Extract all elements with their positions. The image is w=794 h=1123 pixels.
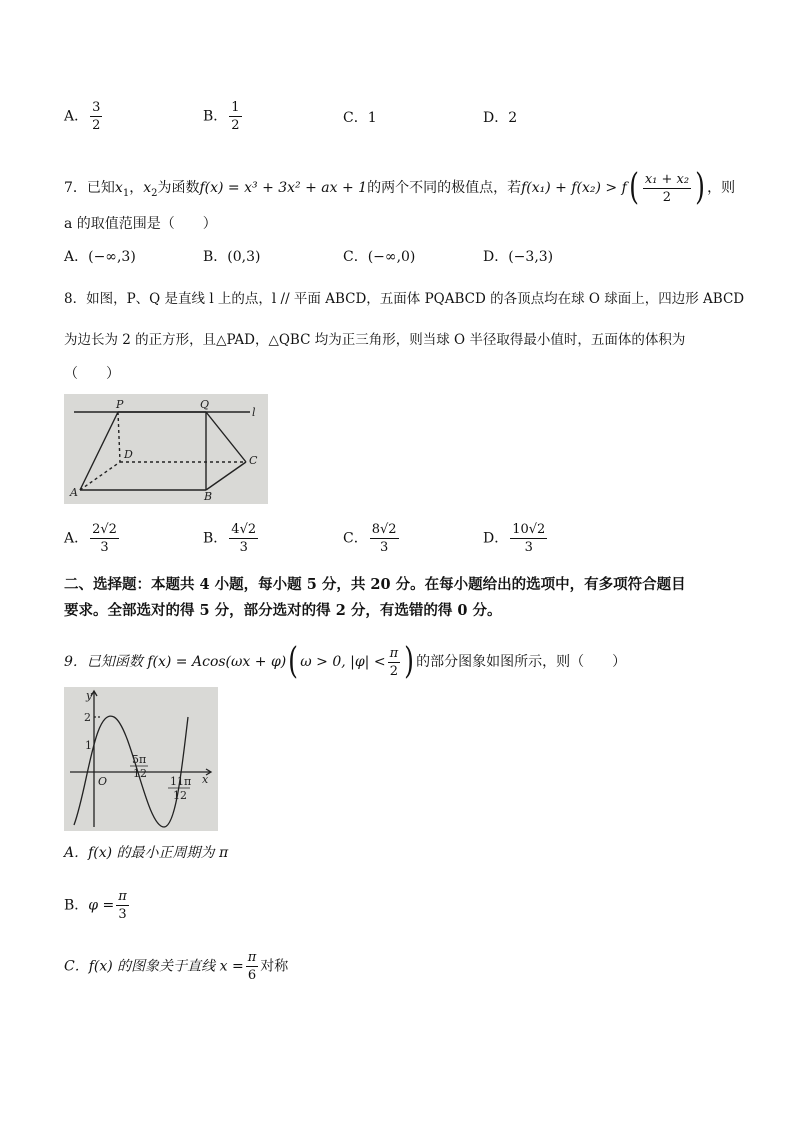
tick-1: 1	[85, 739, 92, 752]
q6-option-b: B． $\frac{1}{2}$	[203, 100, 240, 133]
edge-BC	[206, 462, 246, 490]
q7-option-c: C．(−∞,0)	[343, 249, 416, 265]
q8-option-c: C． $\frac{8√2}{3}$	[343, 522, 397, 555]
label-P: P	[116, 398, 124, 411]
edge-PD	[118, 412, 120, 462]
label-l: l	[252, 406, 256, 419]
tick-5pi-den: 12	[133, 767, 147, 780]
q8-option-b: B． $\frac{4√2}{3}$	[203, 522, 257, 555]
label-Q: Q	[200, 398, 210, 411]
q8-line2: 为边长为 2 的正方形，且△PAD，△QBC 均为正三角形，则当球 O 半径取得最小值时，五面体的体积为	[64, 332, 686, 348]
q8-option-d: D． $\frac{10√2}{3}$	[483, 522, 546, 555]
edge-AD	[80, 462, 120, 490]
label-A: A	[70, 486, 78, 499]
label-B: B	[204, 490, 213, 503]
q7-option-d: D．(−3,3)	[483, 249, 554, 265]
q6-option-d: D．2	[483, 110, 518, 126]
origin-label: O	[98, 775, 108, 788]
tick-11pi-num: 11π	[170, 775, 192, 788]
q9-graph	[64, 687, 218, 831]
edge-PA	[80, 412, 118, 490]
tick-5pi-num: 5π	[132, 753, 147, 766]
q6-option-c: C．1	[343, 110, 377, 126]
edge-QC	[206, 412, 246, 462]
q7-stem: 7．已知$x_1$，$x_2$为函数f(x) = x³ + 3x² + ax + 1的两个不同的极值点，若f(x₁) + f(x₂) > f( $\frac{\text{x₁ + x₂}}{2}$ ) ，则	[64, 167, 736, 208]
x-axis-label: x	[202, 773, 209, 786]
q7-option-a: A．(−∞,3)	[64, 249, 136, 265]
q8-line3: （ ）	[64, 366, 120, 382]
section2-line1: 二、选择题：本题共 4 小题，每小题 5 分，共 20 分。在每小题给出的选项中，有多项符合题目	[64, 576, 686, 593]
q8-figure	[64, 394, 268, 504]
q9-option-c: C．f(x) 的图象关于直线 x = $\frac{\pi}{6}$ 对称	[64, 950, 289, 983]
section2-line2: 要求。全部选对的得 5 分，部分选对的得 2 分，有选错的得 0 分。	[64, 602, 502, 619]
q9-option-a: A．f(x) 的最小正周期为 π	[64, 845, 229, 861]
y-axis-label: y	[86, 689, 93, 702]
q8-line1: 8．如图，P、Q 是直线 l 上的点，l // 平面 ABCD，五面体 PQABCD 的各顶点均在球 O 球面上，四边形 ABCD	[64, 291, 745, 307]
q7-line2: a 的取值范围是（ ）	[64, 216, 217, 232]
label-C: C	[249, 454, 258, 467]
q9-stem: 9．已知函数 f(x) = Acos(ωx + φ)( ω > 0, |φ| < $\frac{\pi}{2}$ ) 的部分图象如图所示，则（ ）	[64, 641, 627, 682]
q9-option-b: B．φ = $\frac{\pi}{3}$	[64, 889, 127, 922]
tick-2: 2	[84, 711, 91, 724]
q6-option-a: A． $\frac{3}{2}$	[64, 100, 101, 133]
q7-option-b: B．(0,3)	[203, 249, 261, 265]
tick-11pi-den: 12	[173, 789, 187, 802]
label-D: D	[124, 448, 133, 461]
q8-option-a: A． $\frac{2√2}{3}$	[64, 522, 117, 555]
